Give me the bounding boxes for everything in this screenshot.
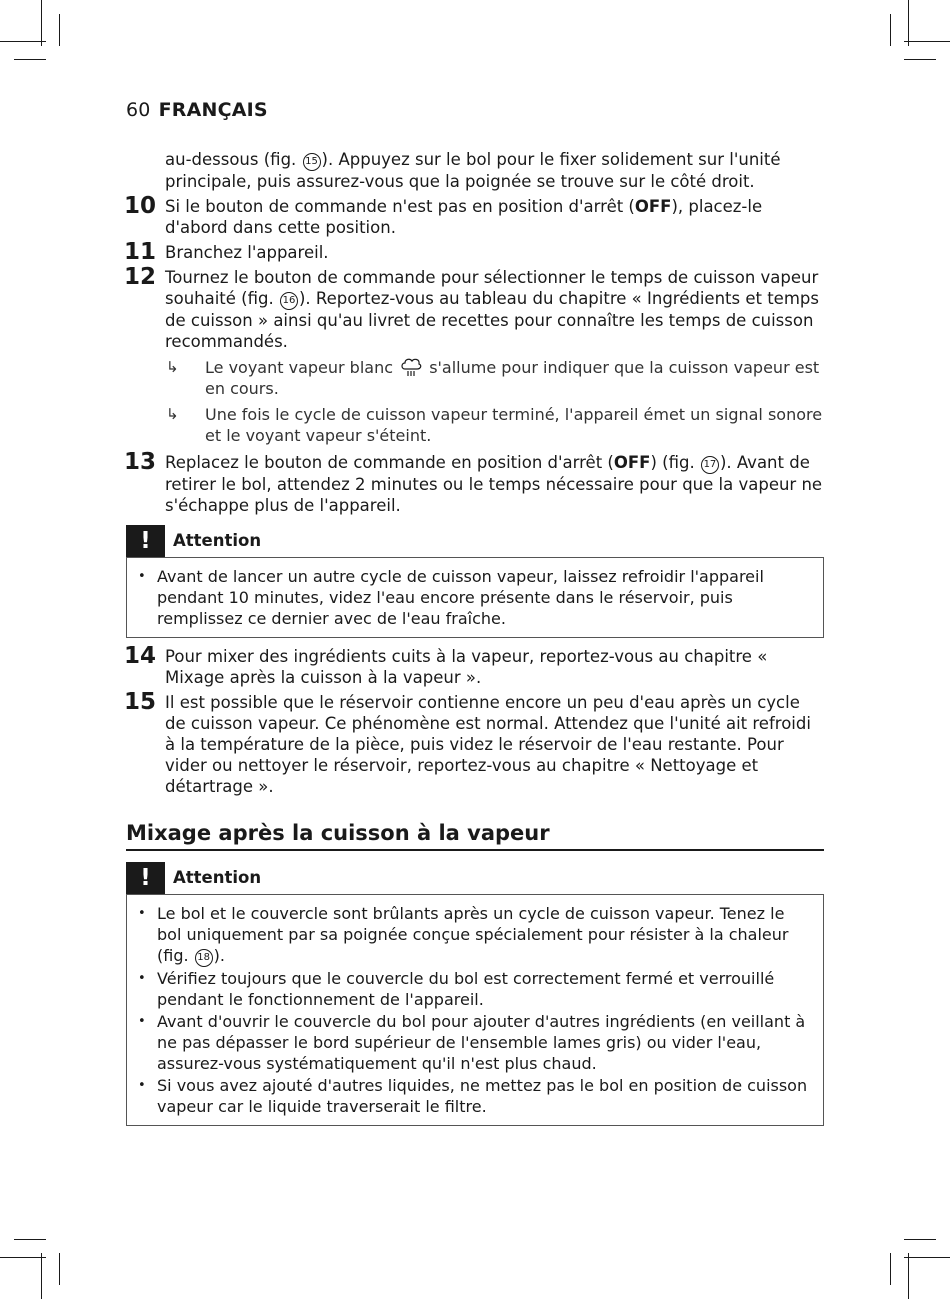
step-10	[124, 193, 824, 238]
attention-box	[126, 557, 824, 638]
continuation-paragraph	[126, 149, 824, 192]
crop-mark	[14, 59, 46, 60]
result-arrow-icon: ↳	[166, 358, 179, 376]
list-item	[138, 1075, 813, 1117]
step-number: 14	[124, 643, 157, 669]
text-segment: ) (fig.	[650, 453, 700, 472]
crop-mark	[890, 14, 891, 46]
step-11	[124, 239, 824, 265]
exclamation-icon: !	[126, 525, 165, 557]
bold-text: OFF	[634, 197, 672, 216]
text-segment: Vérifiez toujours que le couvercle du bol est correctement fermé et verrouillé pendant le fonctionnement de l'appareil.	[157, 969, 775, 1009]
step-13	[124, 449, 824, 516]
exclamation-icon: !	[126, 862, 165, 894]
attention-box	[126, 894, 824, 1126]
list-item	[138, 903, 813, 967]
text-segment: Branchez l'appareil.	[165, 243, 329, 262]
crop-mark	[41, 1253, 42, 1299]
section-title: Mixage après la cuisson à la vapeur	[126, 821, 824, 851]
crop-mark	[41, 0, 42, 46]
crop-mark	[14, 1239, 46, 1240]
list-item	[138, 1011, 813, 1074]
bullet-icon: •	[138, 1014, 146, 1029]
crop-mark	[904, 1257, 950, 1258]
text-segment: Le voyant vapeur blanc	[205, 358, 399, 377]
text-segment: ), placez-le d'abord dans cette position.	[165, 197, 763, 237]
bullet-icon: •	[138, 1078, 146, 1093]
list-item	[138, 566, 813, 629]
text-segment: Avant d'ouvrir le couvercle du bol pour ajouter d'autres ingrédients (en veillant à ne pas dépasser le bord supérieur de l'ensemble lames gris) ou vider l'eau, assurez-vous systématiquement qu'il n'est plus chaud.	[157, 1012, 806, 1073]
attention-header	[126, 525, 824, 557]
text-segment: au-dessous (fig.	[165, 150, 302, 169]
crop-mark	[59, 1253, 60, 1285]
step-number: 13	[124, 449, 157, 475]
list-item	[138, 968, 813, 1010]
text-segment: ). Avant de retirer le bol, attendez 2 minutes ou le temps nécessaire pour que la vapeur ne s'échappe plus de l'appareil.	[165, 453, 823, 515]
text-segment: ). Reportez-vous au tableau du chapitre « Ingrédients et temps de cuisson » ainsi qu'au livret de recettes pour connaître les temps de cuisson recommandés.	[165, 289, 819, 351]
figure-reference: 17	[701, 456, 719, 474]
text-segment: Une fois le cycle de cuisson vapeur terminé, l'appareil émet un signal sonore et le voyant vapeur s'éteint.	[205, 405, 823, 445]
step-12	[124, 264, 824, 352]
crop-mark	[904, 1239, 936, 1240]
text-segment: Si vous avez ajouté d'autres liquides, ne mettez pas le bol en position de cuisson vapeur car le liquide traverserait le filtre.	[157, 1076, 808, 1116]
step-number: 10	[124, 193, 157, 219]
crop-mark	[890, 1253, 891, 1285]
attention-header	[126, 862, 824, 894]
step-number: 15	[124, 689, 157, 715]
figure-reference: 18	[195, 949, 213, 967]
text-segment: s'allume pour indiquer que la cuisson vapeur est en cours.	[205, 358, 820, 398]
crop-mark	[908, 1253, 909, 1299]
crop-mark	[904, 41, 950, 42]
step-number: 11	[124, 239, 157, 265]
crop-mark	[0, 1257, 46, 1258]
result-item	[126, 357, 824, 399]
text-segment: ).	[213, 946, 225, 965]
crop-mark	[904, 59, 936, 60]
bullet-icon: •	[138, 971, 146, 986]
result-arrow-icon: ↳	[166, 405, 179, 423]
text-segment: Il est possible que le réservoir contienne encore un peu d'eau après un cycle de cuisson vapeur. Ce phénomène est normal. Attendez que l'unité ait refroidi à la température de la pièce, puis videz le réservoir de l'eau restante. Pour vider ou nettoyer le réservoir, reportez-vous au chapitre « Nettoyage et détartrage ».	[165, 693, 811, 796]
attention-label: Attention	[173, 531, 262, 550]
step-15	[124, 689, 824, 797]
bold-text: OFF	[613, 453, 651, 472]
text-segment: Avant de lancer un autre cycle de cuisson vapeur, laissez refroidir l'appareil pendant 10 minutes, videz l'eau encore présente dans le réservoir, puis remplissez ce dernier avec de l'eau fraîche.	[157, 567, 764, 628]
page-content	[126, 149, 824, 1126]
bullet-icon: •	[138, 569, 146, 584]
attention-label: Attention	[173, 868, 262, 887]
steam-light-icon	[400, 357, 422, 377]
page-header	[126, 99, 268, 121]
text-segment: Pour mixer des ingrédients cuits à la vapeur, reportez-vous au chapitre « Mixage après la cuisson à la vapeur ».	[165, 647, 768, 687]
text-segment: Tournez le bouton de commande pour sélectionner le temps de cuisson vapeur souhaité (fig.	[165, 268, 819, 308]
result-item	[126, 404, 824, 446]
text-segment: ). Appuyez sur le bol pour le fixer solidement sur l'unité principale, puis assurez-vous que la poignée se trouve sur le côté droit.	[165, 150, 781, 191]
crop-mark	[908, 0, 909, 46]
text-segment: Si le bouton de commande n'est pas en position d'arrêt (	[165, 197, 635, 216]
figure-reference: 16	[280, 292, 298, 310]
page-number: 60	[126, 99, 151, 121]
bullet-icon: •	[138, 906, 146, 921]
step-14	[124, 643, 824, 688]
text-segment: Replacez le bouton de commande en position d'arrêt (	[165, 453, 614, 472]
crop-mark	[0, 41, 46, 42]
step-number: 12	[124, 264, 157, 290]
text-segment: Le bol et le couvercle sont brûlants après un cycle de cuisson vapeur. Tenez le bol uniquement par sa poignée conçue spécialement pour résister à la chaleur (fig.	[157, 904, 789, 965]
language-title: FRANÇAIS	[158, 99, 268, 121]
figure-reference: 15	[303, 153, 321, 171]
crop-mark	[59, 14, 60, 46]
